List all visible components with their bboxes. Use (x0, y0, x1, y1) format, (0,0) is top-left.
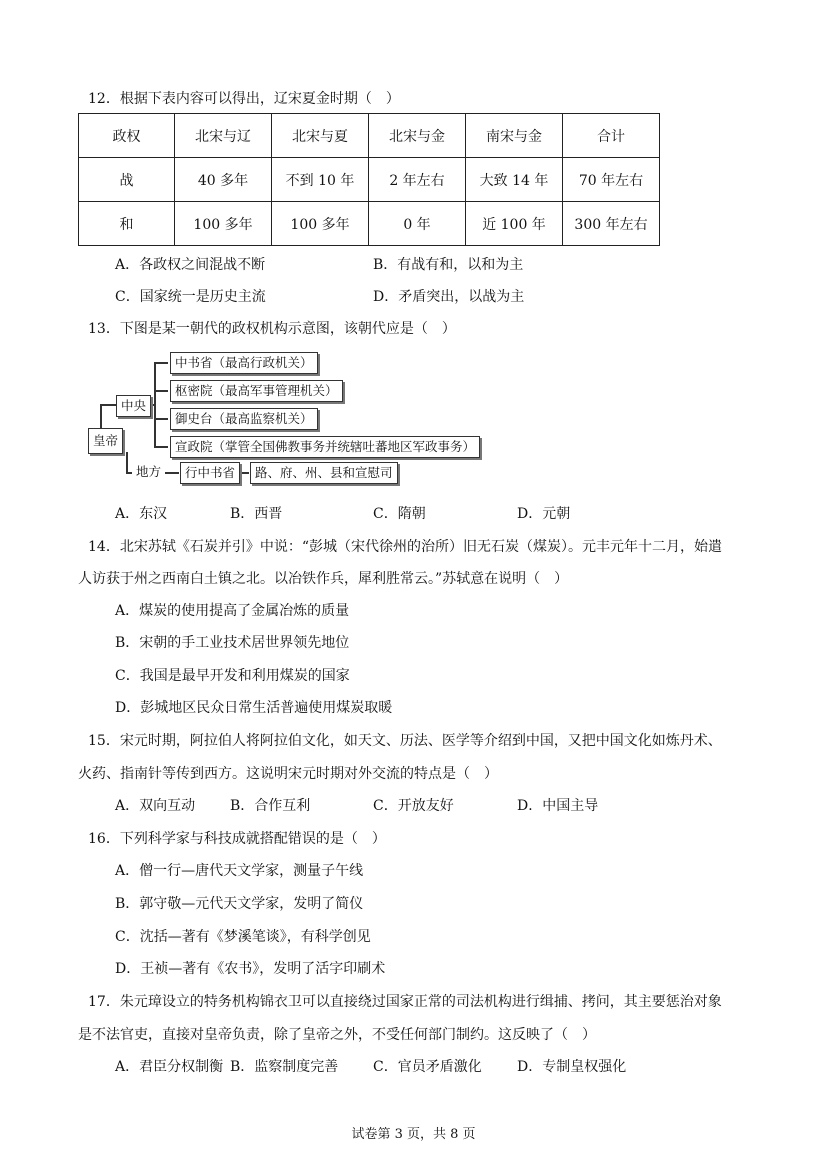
diagram-local-sub-box: 路、府、州、县和宣慰司 (250, 462, 398, 484)
table-header-row (79, 114, 660, 158)
q16-option-c[interactable]: C．沈括—著有《梦溪笔谈》，有科学创见 (115, 929, 371, 945)
diagram-central-item: 中书省（最高行政机关） (170, 352, 318, 374)
q13-option-d[interactable]: D．元朝 (517, 506, 571, 522)
q17-stem-line2: 是不法官吏，直接对皇帝负责，除了皇帝之外，不受任何部门制约。这反映了（ ） (78, 1027, 596, 1043)
table-header-cell: 南宋与金 (466, 114, 563, 158)
q13-option-a[interactable]: A．东汉 (115, 506, 168, 522)
q15-stem-line1: 15．宋元时期，阿拉伯人将阿拉伯文化，如天文、历法、医学等介绍到中国，又把中国文化如炼丹术、 (88, 733, 722, 749)
table-header-cell: 北宋与辽 (175, 114, 272, 158)
table-cell: 和 (79, 202, 175, 246)
diagram-central-item: 御史台（最高监察机关） (170, 408, 318, 430)
table-row (79, 158, 660, 202)
q14-stem-line1: 14．北宋苏轼《石炭并引》中说：“彭城（宋代徐州的治所）旧无石炭（煤炭）。元丰元年十二月，始遣 (88, 539, 722, 555)
q17-stem-line1: 17．朱元璋设立的特务机构锦衣卫可以直接绕过国家正常的司法机构进行缉捕、拷问，其主要惩治对象 (88, 994, 722, 1010)
q13-option-c[interactable]: C．隋朝 (373, 506, 426, 522)
diagram-central-item: 枢密院（最高军事管理机关） (170, 380, 343, 402)
q12-option-d[interactable]: D．矛盾突出，以战为主 (373, 289, 525, 305)
q17-option-c[interactable]: C．官员矛盾激化 (373, 1059, 482, 1075)
q13-option-b[interactable]: B．西晋 (230, 506, 283, 522)
q14-stem-line2: 人访获于州之西南白土镇之北。以冶铁作兵，犀利胜常云。”苏轼意在说明（ ） (78, 571, 569, 587)
q12-stem: 12．根据下表内容可以得出，辽宋夏金时期（ ） (88, 91, 400, 107)
q12-option-b[interactable]: B．有战有和，以和为主 (373, 257, 524, 273)
diagram-emperor-box: 皇帝 (88, 428, 123, 454)
table-cell: 不到 10 年 (272, 158, 369, 202)
table-header-cell: 合计 (563, 114, 660, 158)
q14-option-b[interactable]: B．宋朝的手工业技术居世界领先地位 (115, 635, 350, 651)
q16-option-b[interactable]: B．郭守敬—元代天文学家，发明了简仪 (115, 896, 364, 912)
q15-option-a[interactable]: A．双向互动 (115, 798, 196, 814)
q15-option-c[interactable]: C．开放友好 (373, 798, 454, 814)
table-cell: 0 年 (369, 202, 466, 246)
page-footer: 试卷第 3 页，共 8 页 (351, 1127, 476, 1142)
table-header-cell: 政权 (79, 114, 175, 158)
q17-option-a[interactable]: A．君臣分权制衡 (115, 1059, 224, 1075)
table-cell: 40 多年 (175, 158, 272, 202)
q15-option-d[interactable]: D．中国主导 (517, 798, 599, 814)
q13-stem: 13．下图是某一朝代的政权机构示意图，该朝代应是（ ） (88, 321, 456, 337)
table-cell: 近 100 年 (466, 202, 563, 246)
diagram-province-box: 行中书省 (180, 462, 240, 484)
q17-option-d[interactable]: D．专制皇权强化 (517, 1059, 627, 1075)
table-cell: 100 多年 (272, 202, 369, 246)
q17-option-b[interactable]: B．监察制度完善 (230, 1059, 339, 1075)
diagram-central-item: 宣政院（掌管全国佛教事务并统辖吐蕃地区军政事务） (170, 436, 480, 458)
q14-option-c[interactable]: C．我国是最早开发和利用煤炭的国家 (115, 668, 350, 684)
table-header-cell: 北宋与夏 (272, 114, 369, 158)
q14-option-d[interactable]: D．彭城地区民众日常生活普遍使用煤炭取暖 (115, 700, 393, 716)
q15-stem-line2: 火药、指南针等传到西方。这说明宋元时期对外交流的特点是（ ） (78, 766, 498, 782)
table-cell: 大致 14 年 (466, 158, 563, 202)
q16-stem: 16．下列科学家与科技成就搭配错误的是（ ） (88, 831, 386, 847)
table-header-cell: 北宋与金 (369, 114, 466, 158)
q14-option-a[interactable]: A．煤炭的使用提高了金属冶炼的质量 (115, 603, 350, 619)
diagram-central-box: 中央 (116, 395, 151, 417)
table-row (79, 202, 660, 246)
diagram-local-label: 地方 (136, 464, 162, 479)
q15-option-b[interactable]: B．合作互利 (230, 798, 311, 814)
table-cell: 2 年左右 (369, 158, 466, 202)
q16-option-a[interactable]: A．僧一行—唐代天文学家，测量子午线 (115, 863, 364, 879)
table-cell: 300 年左右 (563, 202, 660, 246)
q12-table (78, 113, 660, 246)
table-cell: 战 (79, 158, 175, 202)
q12-option-a[interactable]: A．各政权之间混战不断 (115, 257, 266, 273)
table-cell: 70 年左右 (563, 158, 660, 202)
table-cell: 100 多年 (175, 202, 272, 246)
q16-option-d[interactable]: D．王祯—著有《农书》，发明了活字印刷术 (115, 961, 386, 977)
q12-option-c[interactable]: C．国家统一是历史主流 (115, 289, 266, 305)
